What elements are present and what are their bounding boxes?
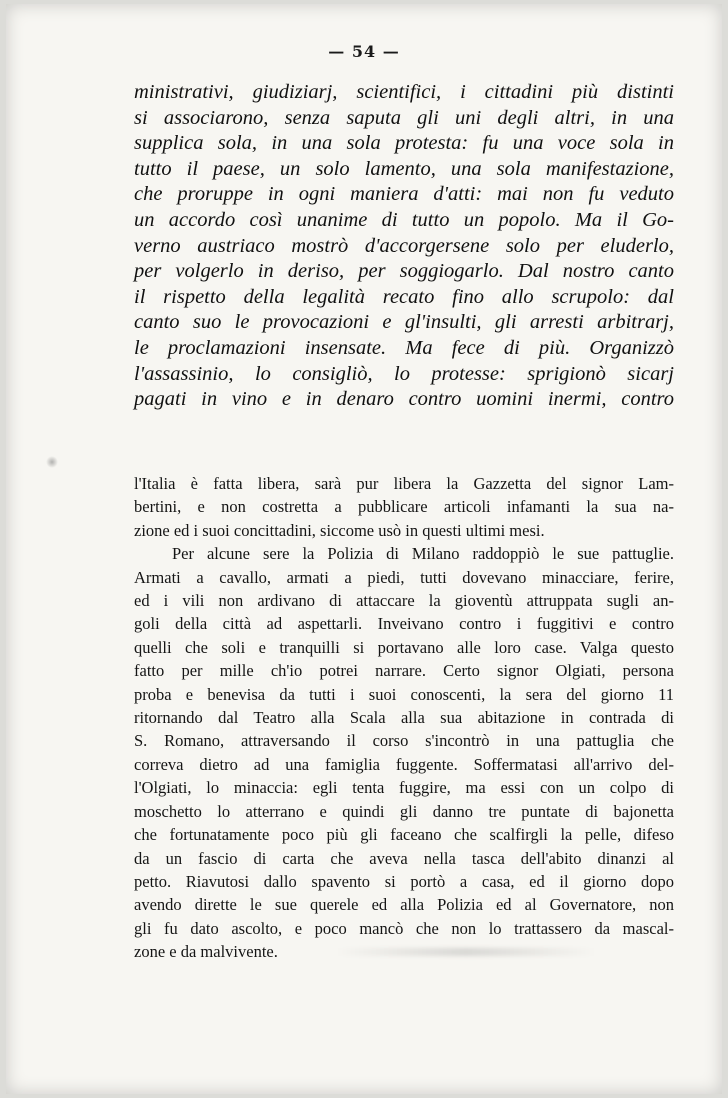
footnote-line: bertini, e non costretta a pubblicare articoli infamanti la sua na- [134,497,674,517]
footnote-line: Armati a cavallo, armati a piedi, tutti dovevano minacciare, ferire, [134,567,674,587]
main-text-line: per volgerlo in deriso, per soggiogarlo. Dal nostro canto [134,260,674,283]
footnote-line: gli fu dato ascolto, e poco mancò che non lo trattassero da mascal- [134,918,674,938]
main-text-line: il rispetto della legalità recato fino allo scrupolo: dal [134,285,674,308]
footnote-line: che fortunatamente poco più gli faceano che scalfirgli la pelle, difeso [134,825,674,845]
footnote-line: S. Romano, attraversando il corso s'incontrò in una pattuglia che [134,731,674,751]
footnote-line: goli della città ad aspettarli. Inveivano contro i fuggitivi e contro [134,614,674,634]
footnote-line: Per alcune sere la Polizia di Milano raddoppiò le sue pattuglie. [172,544,674,564]
main-text-line: che proruppe in ogni maniera d'atti: mai non fu veduto [134,183,674,206]
footnote-line: zione ed i suoi concittadini, siccome usò in questi ultimi mesi. [134,520,545,540]
main-text-line: l'assassinio, lo consigliò, lo protesse: sprigionò sicarj [134,362,674,385]
ink-smudge [46,456,58,468]
main-text-line: pagati in vino e in denaro contro uomini inermi, contro [134,388,674,411]
footnote-line: ed i vili non ardivano di attaccare la gioventù attruppata sugli an- [134,591,674,611]
footnote-line: fatto per mille ch'io potrei narrare. Certo signor Olgiati, persona [134,661,674,681]
footnote-line: l'Olgiati, lo minaccia: egli tenta fuggire, ma essi con un colpo di [134,778,674,798]
footnote-line: zone e da malvivente. [134,942,278,962]
reverse-side-ink-bleed [336,948,596,956]
main-text-line: canto suo le provocazioni e gl'insulti, gli arresti arbitrarj, [134,311,674,334]
footnote-line: ritornando dal Teatro alla Scala alla sua abitazione in contrada di [134,708,674,728]
footnote-line: proba e benevisa da tutti i suoi conoscenti, la sera del giorno 11 [134,684,674,704]
footnote-line: da un fascio di carta che aveva nella tasca dell'abito dinanzi al [134,848,674,868]
footnote-block [134,472,674,964]
footnote-line: moschetto lo atterrano e quindi gli danno tre puntate di bajonetta [134,801,674,821]
main-text-block [134,80,674,413]
footnote-line: petto. Riavutosi dallo spavento si portò a casa, ed il giorno dopo [134,871,674,891]
footnote-line: avendo dirette le sue querele ed alla Polizia ed al Governatore, non [134,895,674,915]
main-text-line: tutto il paese, un solo lamento, una sola manifestazione, [134,157,674,180]
book-page [6,4,722,1094]
footnote-line: correva dietro ad una famiglia fuggente. Soffermatasi all'arrivo del- [134,754,674,774]
main-text-line: un accordo così unanime di tutto un popolo. Ma il Go- [134,208,674,231]
main-text-line: verno austriaco mostrò d'accorgersene solo per eluderlo, [134,234,674,257]
main-text-line: ministrativi, giudiziarj, scientifici, i cittadini più distinti [134,81,674,103]
main-text-line: supplica sola, in una sola protesta: fu una voce sola in [134,132,674,155]
footnote-line: l'Italia è fatta libera, sarà pur libera la Gazzetta del signor Lam- [134,474,674,493]
main-text-line: le proclamazioni insensate. Ma fece di più. Organizzò [134,336,674,359]
main-text-line: si associarono, senza saputa gli uni degli altri, in una [134,106,674,129]
footnote-line: quelli che soli e tranquilli si portavano alle loro case. Valga questo [134,637,674,657]
page-number: — 54 — [328,42,400,61]
